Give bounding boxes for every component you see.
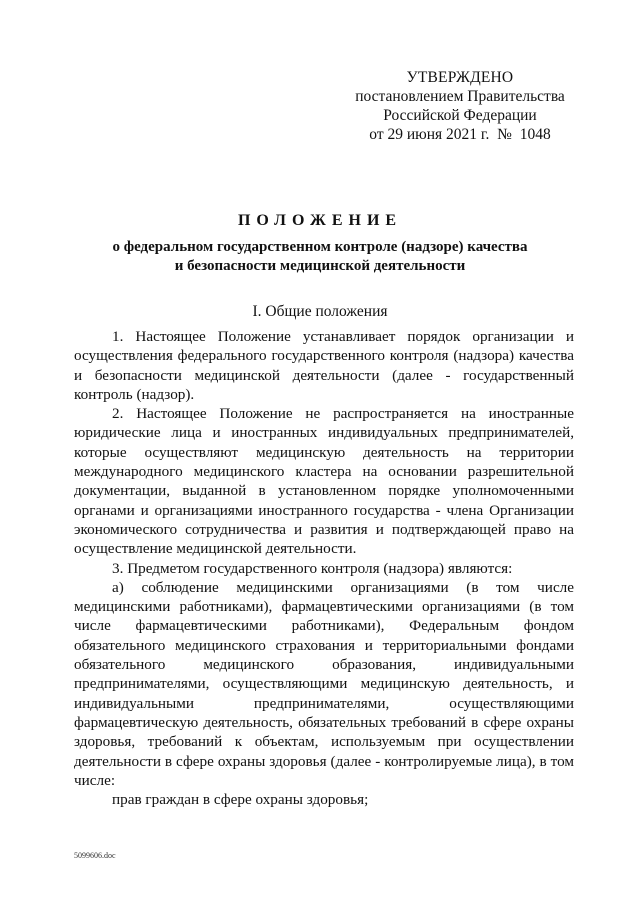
paragraph: 2. Настоящее Положение не распространяется на иностранные юридические лица и иностранных индивидуальных предпринимателей, которые осуществляют медицинскую деятельность на территории международного медицинского кластера на основании разрешительной документации, выданной в установленном порядке уполномоченными органами и организациями иностранного государства - члена Организации экономического сотрудничества и развития и подтверждающей право на осуществление медицинской деятельности. bbox=[74, 405, 574, 558]
subtitle-line: о федеральном государственном контроле (надзоре) качества bbox=[112, 239, 528, 255]
paragraph: прав граждан в сфере охраны здоровья; bbox=[112, 791, 369, 809]
document-subtitle bbox=[80, 238, 560, 276]
approval-line: постановлением Правительства bbox=[355, 88, 565, 105]
approval-line: Российской Федерации bbox=[383, 107, 537, 124]
file-code: 5099606.doc bbox=[74, 851, 116, 860]
approval-heading: УТВЕРЖДЕНО bbox=[406, 69, 514, 86]
document-title: ПОЛОЖЕНИЕ bbox=[237, 212, 403, 229]
paragraph: а) соблюдение медицинскими организациями (в том числе медицинскими работниками), фармацевтическими организациями (в том числе фармацевтическими работниками), Федеральным фондом обязательного медицинского страхования и территориальными фондами обязательного медицинского образования, индивидуальными предпринимателями, осуществляющими медицинскую деятельность, и индивидуальными предпринимателями, осуществляющими фармацевтическую деятельность, обязательных требований в сфере охраны здоровья, требований к объектам, используемым при осуществлении деятельности в сфере охраны здоровья (далее - контролируемые лица), в том числе: bbox=[74, 578, 574, 789]
approval-date-number: от 29 июня 2021 г. № 1048 bbox=[369, 126, 551, 143]
approval-block bbox=[340, 68, 580, 144]
document-body bbox=[74, 327, 574, 809]
subtitle-line: и безопасности медицинской деятельности bbox=[174, 258, 466, 274]
paragraph: 3. Предметом государственного контроля (надзора) являются: bbox=[112, 559, 513, 577]
paragraph: 1. Настоящее Положение устанавливает порядок организации и осуществления федерального государственного контроля (надзора) качества и безопасности медицинской деятельности (далее - государственный контроль (надзор). bbox=[74, 328, 574, 403]
section-heading: I. Общие положения bbox=[252, 303, 388, 320]
